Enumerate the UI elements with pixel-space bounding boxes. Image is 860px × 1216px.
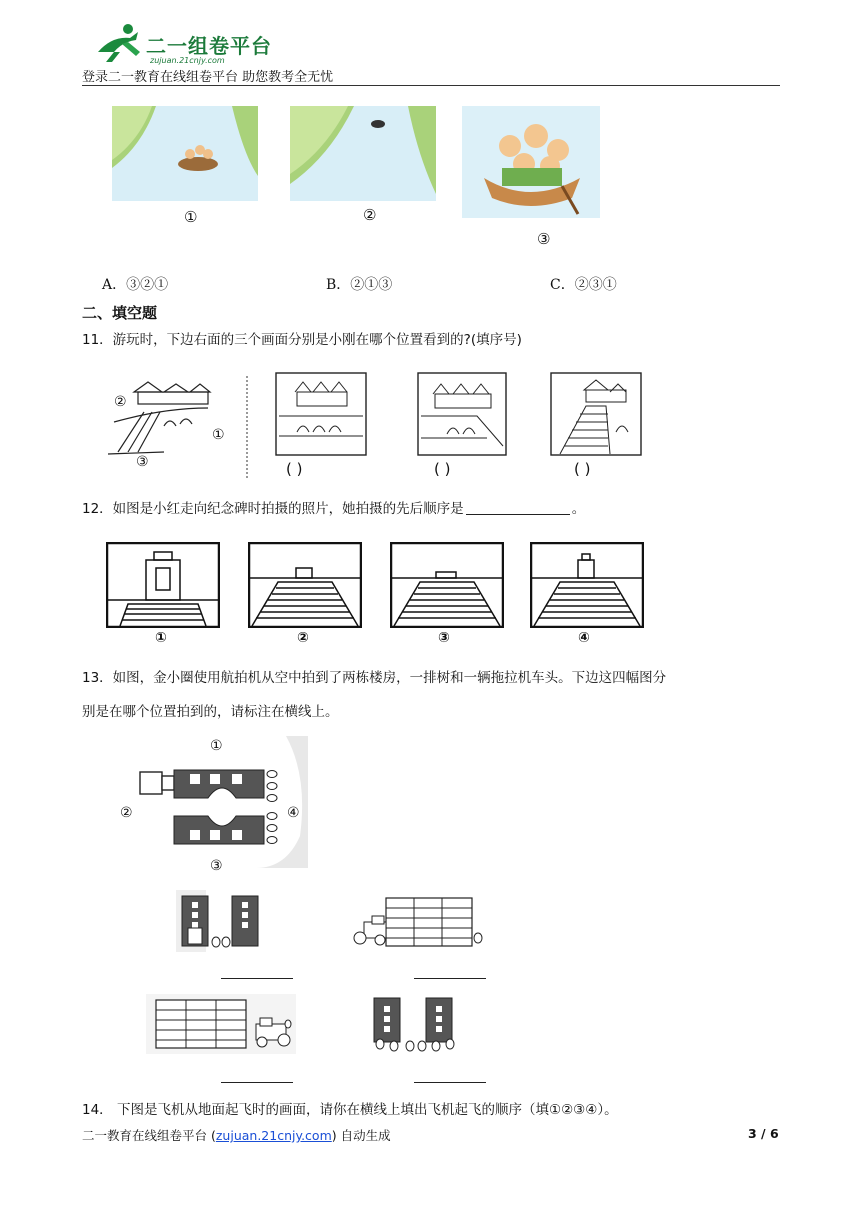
q11-answer-slot-2[interactable]: ( ) xyxy=(434,460,451,478)
q13-aerial-diagram xyxy=(136,736,308,868)
q11-text: 11．游玩时，下边右面的三个画面分别是小刚在哪个位置看到的?(填序号) xyxy=(82,332,522,348)
q12-text: 12．如图是小红走向纪念碑时拍摄的照片，她拍摄的先后顺序是 。 xyxy=(82,501,586,517)
brand-name: 二一组卷平台 xyxy=(146,34,272,58)
q13-view-a xyxy=(176,890,268,952)
q13-marker-2: ② xyxy=(120,805,133,821)
q11-answer-slot-3[interactable]: ( ) xyxy=(574,460,591,478)
option-b[interactable]: B．②①③ xyxy=(326,277,393,293)
q11-view-b xyxy=(417,372,507,456)
q12-label-1: ① xyxy=(155,630,167,646)
q13-answer-blank-1[interactable] xyxy=(221,978,293,979)
q13-marker-4: ④ xyxy=(287,805,300,821)
q11-divider-dotted xyxy=(245,376,249,480)
q13-view-d xyxy=(370,996,462,1054)
header-divider xyxy=(82,85,780,86)
q13-text-line1: 13．如图，金小圈使用航拍机从空中拍到了两栋楼房，一排树和一辆拖拉机车头。下边这四幅图分 xyxy=(82,670,667,686)
q13-answer-blank-2[interactable] xyxy=(414,978,486,979)
header-slogan: 登录二一教育在线组卷平台 助您教考全无忧 xyxy=(82,70,334,85)
q13-answer-blank-3[interactable] xyxy=(221,1082,293,1083)
q11-marker-2: ② xyxy=(114,394,127,410)
q12-label-4: ④ xyxy=(578,630,590,646)
q13-marker-3: ③ xyxy=(210,858,223,874)
q12-label-2: ② xyxy=(297,630,309,646)
brand-logo-icon xyxy=(92,22,148,64)
brand-url: zujuan.21cnjy.com xyxy=(150,56,225,65)
q10-label-2: ② xyxy=(363,206,377,224)
option-c[interactable]: C．②③① xyxy=(550,277,617,293)
q13-view-c xyxy=(146,994,296,1054)
q11-view-c xyxy=(550,372,642,456)
q11-scene-diagram xyxy=(104,378,234,472)
q10-label-3: ③ xyxy=(537,230,551,248)
q13-marker-1: ① xyxy=(210,738,223,754)
q11-marker-3: ③ xyxy=(136,454,149,470)
q10-picture-3 xyxy=(462,106,600,218)
q11-answer-slot-1[interactable]: ( ) xyxy=(286,460,303,478)
q12-answer-blank[interactable] xyxy=(466,514,570,515)
footer-text: 二一教育在线组卷平台 (zujuan.21cnjy.com) 自动生成 xyxy=(82,1128,391,1143)
footer-link[interactable]: zujuan.21cnjy.com xyxy=(215,1128,332,1143)
q12-photo-3 xyxy=(390,542,504,628)
option-a[interactable]: A．③②① xyxy=(102,277,169,293)
q13-answer-blank-4[interactable] xyxy=(414,1082,486,1083)
q14-text: 14． 下图是飞机从地面起飞时的画面，请你在横线上填出飞机起飞的顺序（填①②③④）。 xyxy=(82,1102,618,1118)
q11-marker-1: ① xyxy=(212,427,225,443)
q11-view-a xyxy=(275,372,367,456)
q12-photo-2 xyxy=(248,542,362,628)
q13-view-b xyxy=(350,892,486,950)
q12-photo-4 xyxy=(530,542,644,628)
q12-label-3: ③ xyxy=(438,630,450,646)
q10-label-1: ① xyxy=(184,208,198,226)
section-title: 二、填空题 xyxy=(82,304,158,322)
q12-photo-1 xyxy=(106,542,220,628)
q10-picture-2 xyxy=(290,106,436,201)
q13-text-line2: 别是在哪个位置拍到的，请标注在横线上。 xyxy=(82,704,339,720)
q10-picture-1 xyxy=(112,106,258,201)
page-number: 3 / 6 xyxy=(748,1126,779,1141)
